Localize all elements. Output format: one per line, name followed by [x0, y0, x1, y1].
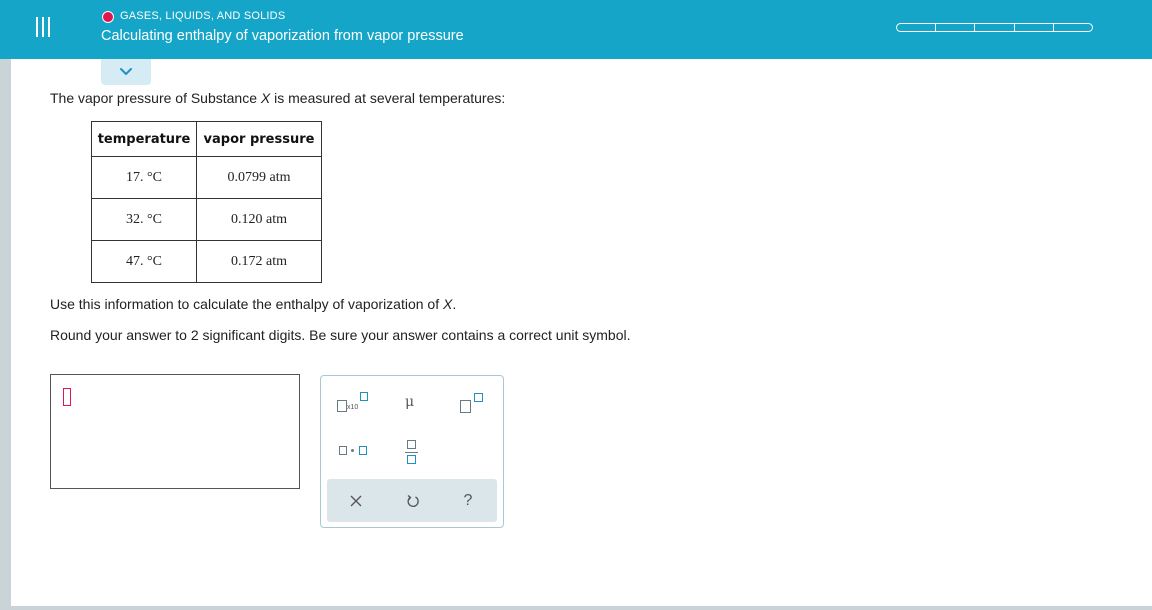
scientific-notation-button[interactable]: [337, 390, 371, 414]
temperature-cell: 47. °C: [92, 241, 197, 283]
mu-symbol: μ: [405, 394, 415, 410]
instruction-text: [50, 296, 456, 312]
input-cursor: [63, 388, 71, 406]
header-bar: [0, 0, 1152, 59]
question-mark-icon: ?: [463, 492, 473, 509]
instruction-variable: X: [443, 296, 453, 312]
intro-prefix: The vapor pressure of Substance: [50, 90, 261, 106]
help-button[interactable]: [457, 490, 479, 512]
micro-prefix-button[interactable]: [405, 393, 414, 411]
clear-button[interactable]: [345, 490, 367, 512]
close-icon: [350, 495, 362, 507]
substance-variable: X: [260, 90, 271, 106]
progress-segment: [974, 23, 1013, 32]
topic-label: GASES, LIQUIDS, AND SOLIDS: [120, 10, 286, 22]
base-box-icon: [460, 400, 471, 413]
table-row: [92, 157, 322, 199]
center-dot-icon: [351, 449, 354, 452]
fraction-bar-icon: [405, 452, 418, 453]
fraction-button[interactable]: [405, 437, 419, 465]
right-factor-box-icon: [359, 446, 367, 455]
chevron-down-icon: [119, 67, 133, 76]
table-row: [92, 241, 322, 283]
pressure-cell: 0.120 atm: [197, 199, 322, 241]
collapse-toggle-button[interactable]: [101, 59, 151, 85]
multiply-dot-button[interactable]: [337, 444, 371, 458]
pressure-cell: 0.0799 atm: [197, 157, 322, 199]
table-row: [92, 199, 322, 241]
progress-segment: [1014, 23, 1053, 32]
superscript-button[interactable]: [460, 390, 486, 414]
exponent-box-icon: [360, 392, 368, 401]
denominator-box-icon: [407, 455, 416, 464]
progress-segment: [896, 23, 935, 32]
topic-status-dot: [102, 11, 114, 23]
progress-bar: [896, 23, 1093, 32]
temperature-cell: 32. °C: [92, 199, 197, 241]
superscript-box-icon: [474, 393, 483, 402]
instruction-suffix: .: [452, 296, 457, 312]
temperature-cell: 17. °C: [92, 157, 197, 199]
column-header-temperature: temperature: [92, 122, 197, 157]
vapor-pressure-table: [91, 121, 322, 283]
undo-button[interactable]: [402, 490, 424, 512]
menu-icon[interactable]: [36, 17, 52, 37]
pressure-cell: 0.172 atm: [197, 241, 322, 283]
problem-intro: [50, 90, 505, 106]
answer-input[interactable]: [50, 374, 300, 489]
palette-action-bar: [327, 479, 497, 522]
left-factor-box-icon: [339, 446, 347, 455]
intro-suffix: is measured at several temperatures:: [270, 90, 506, 106]
numerator-box-icon: [407, 440, 416, 449]
math-palette: [320, 375, 504, 528]
table-header-row: [92, 122, 322, 157]
undo-icon: [406, 494, 420, 508]
page-title: Calculating enthalpy of vaporization from vapor pressure: [101, 28, 464, 44]
instruction-prefix: Use this information to calculate the enthalpy of vaporization of: [50, 296, 443, 312]
progress-segment: [1053, 23, 1093, 32]
x10-label: x10: [347, 404, 359, 411]
column-header-vapor-pressure: vapor pressure: [197, 122, 322, 157]
progress-segment: [935, 23, 974, 32]
rounding-note: Round your answer to 2 significant digits. Be sure your answer contains a correct unit symbol.: [50, 327, 631, 343]
placeholder-box-icon: [337, 400, 347, 412]
